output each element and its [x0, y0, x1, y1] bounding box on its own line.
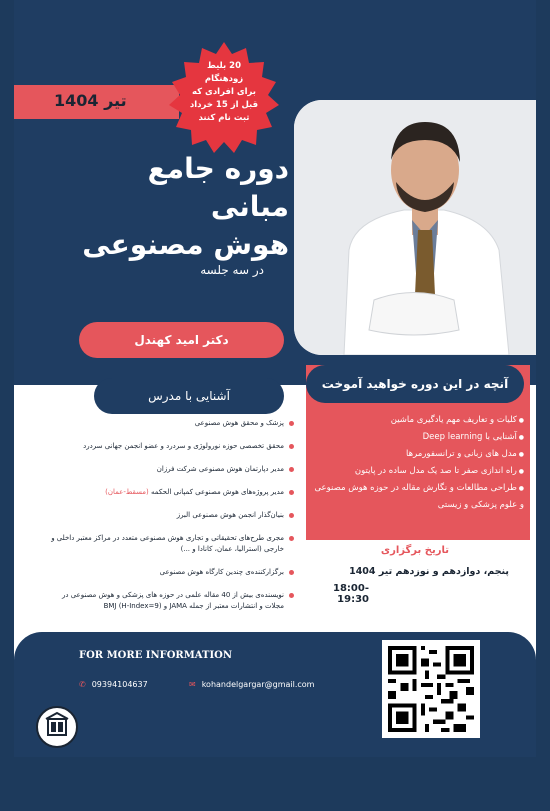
learn-item: ● طراحی مطالعات و نگارش مقاله در حوزه هوش مصنوعی و علوم پزشکی و زیستی: [314, 480, 524, 513]
discount-seal-text: [164, 60, 284, 125]
phone-contact[interactable]: [79, 680, 148, 689]
bio-item: پزشک و محقق هوش مصنوعی: [44, 418, 294, 429]
email-icon: ✉: [189, 680, 196, 689]
seal-line: ثبت نام کنند: [198, 113, 250, 123]
bio-item: بنیان‌گذار انجمن هوش مصنوعی البرز: [44, 510, 294, 521]
phone-icon: ✆: [79, 680, 86, 689]
instructor-photo: [294, 100, 536, 355]
learn-item: ● مدل های زبانی و ترانسفورمرها: [314, 446, 524, 463]
event-dates: پنجم، دوازدهم و نوزدهم تیر 1404: [349, 566, 509, 577]
instructor-name: دکتر امید کهندل: [79, 322, 284, 358]
seal-line: 20 بلیط: [206, 61, 242, 71]
bio-item: [44, 590, 294, 612]
seal-line: زودهنگام: [204, 74, 244, 84]
footer-title: FOR MORE INFORMATION: [79, 650, 232, 661]
bio-item: محقق تخصصی حوزه نورولوژی و سردرد و عضو انجمن جهانی سردرد: [44, 441, 294, 452]
event-info: [309, 545, 529, 605]
seal-line: قبل از 15 خرداد: [189, 100, 259, 110]
course-subtitle: در سه جلسه: [200, 263, 264, 277]
qr-code[interactable]: [382, 640, 480, 738]
event-time: 18:00-19:30: [333, 583, 369, 605]
learn-list: [314, 412, 524, 513]
bio-item-text: نویسنده‌ی بیش از 40 مقاله علمی در حوزه های پزشکی و هوش مصنوعی در مجلات و انتشارات معتبر از جمله JAMA و BMJ: [61, 591, 284, 610]
phone-number: 09394104637: [91, 680, 148, 689]
university-logo: [36, 706, 78, 748]
learn-item: ● آشنایی با Deep learning: [314, 429, 524, 446]
bio-item-location: (مسقط-عمان): [105, 488, 149, 496]
bio-item-text: مدیر پروژه‌های هوش مصنوعی کمپانی الحکمه: [151, 488, 284, 496]
poster: [14, 0, 536, 811]
bio-item: مدیر دپارتمان هوش مصنوعی شرکت فرزان: [44, 464, 294, 475]
bio-item: برگزارکننده‌ی چندین کارگاه هوش مصنوعی: [44, 567, 294, 578]
learn-item: ● راه اندازی صفر تا صد یک مدل ساده در پایتون: [314, 463, 524, 480]
instructor-portrait-illustration: [294, 100, 536, 355]
email-address: kohandelgargar@gmail.com: [201, 680, 315, 689]
title-line: مبانی: [210, 190, 289, 223]
university-logo-icon: [38, 708, 76, 746]
title-line: دوره جامع: [147, 152, 289, 185]
title-line: هوش مصنوعی: [82, 228, 289, 261]
event-label: تاریخ برگزاری: [380, 545, 449, 556]
bio-list: [44, 418, 294, 624]
bio-item-hindex: (H-Index=9): [118, 602, 162, 610]
bottom-band: [14, 757, 536, 811]
email-contact[interactable]: [189, 680, 314, 689]
course-title: [74, 150, 289, 264]
seal-line: برای افرادی که: [191, 87, 257, 97]
learn-item: ● کلیات و تعاریف مهم یادگیری ماشین: [314, 412, 524, 429]
bio-item: مجری طرح‌های تحقیقاتی و تجاری هوش مصنوعی متعدد در مراکز معتبر داخلی و خارجی (استرالیا، عمان، کانادا و ...): [44, 533, 294, 555]
bio-item: [44, 487, 294, 498]
learn-heading: آنچه در این دوره خواهید آموخت: [306, 365, 524, 403]
qr-code-icon: [388, 646, 474, 732]
about-heading: آشنایی با مدرس: [94, 378, 284, 414]
course-date: تیر 1404: [54, 91, 127, 110]
